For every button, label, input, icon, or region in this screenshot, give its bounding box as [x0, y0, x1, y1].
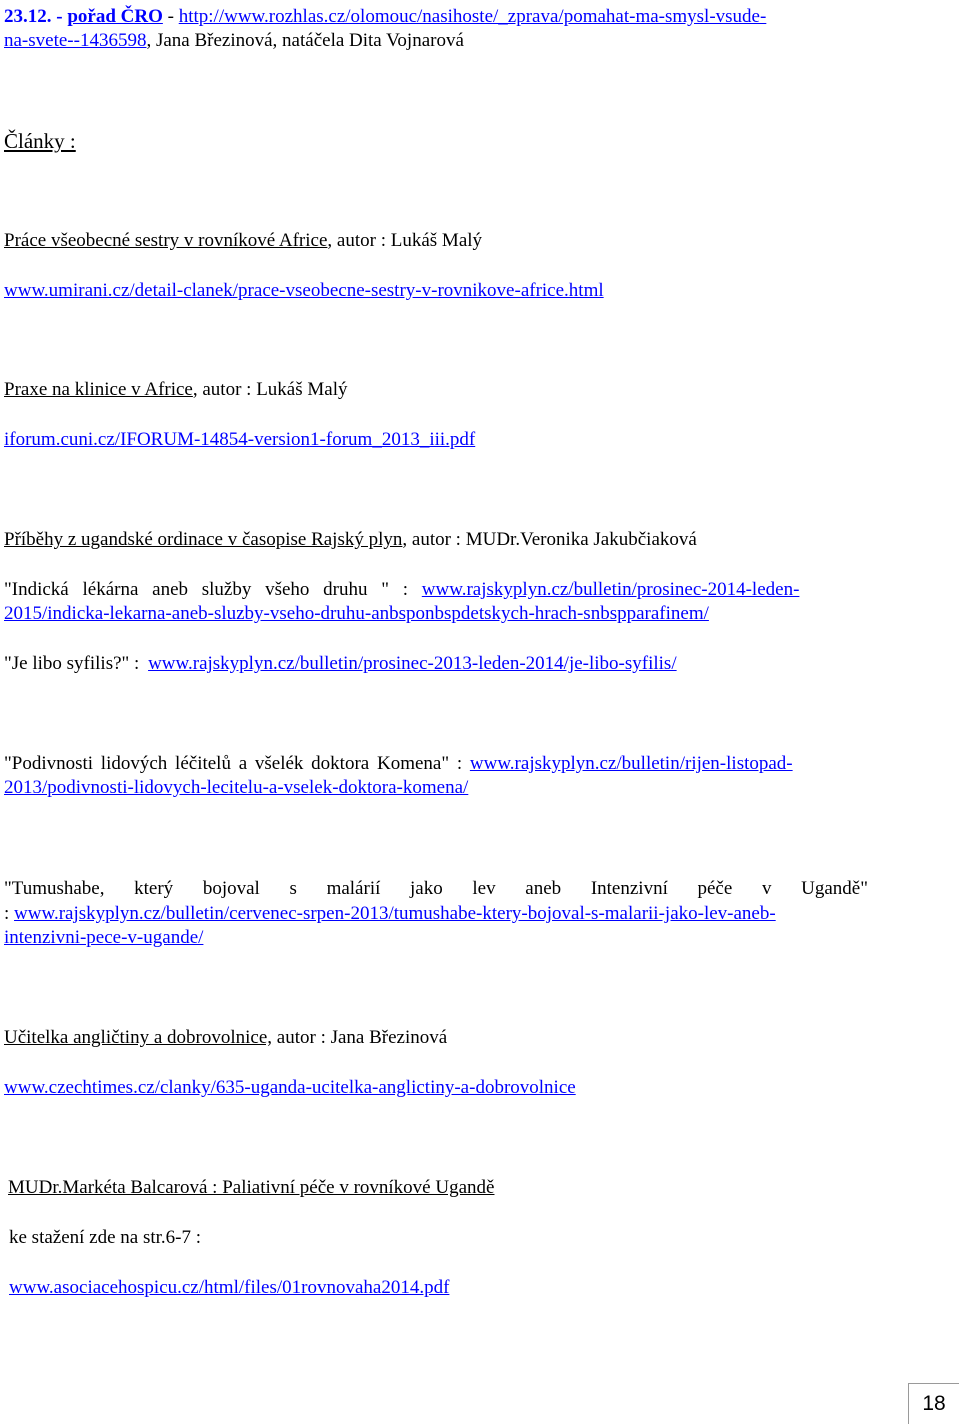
balcarova-url-line: [9, 1276, 868, 1300]
rajsky-heading: [4, 528, 868, 552]
teacher-url[interactable]: www.czechtimes.cz/clanky/635-uganda-ucitelka-anglictiny-a-dobrovolnice: [4, 1077, 576, 1098]
rajsky-item-1-label: "Indická lékárna aneb služby všeho druhu " :: [4, 579, 422, 600]
radio-url-link-cont[interactable]: na-svete--1436598: [4, 30, 147, 51]
radio-credits: , Jana Březinová, natáčela Dita Vojnarová: [146, 30, 464, 51]
rajsky-item-4-word: jako: [410, 878, 443, 899]
teacher-url-line: [4, 1076, 868, 1100]
article-1-author: , autor : Lukáš Malý: [327, 230, 483, 251]
balcarova-download: ke stažení zde na str.6-7 :: [9, 1227, 202, 1248]
rajsky-item-2-url[interactable]: www.rajskyplyn.cz/bulletin/prosinec-2013-leden-2014/je-libo-syfilis/: [148, 653, 677, 674]
rajsky-item-4-word: aneb: [525, 878, 562, 899]
date-dash: -: [51, 6, 68, 27]
rajsky-item-4-line3: [4, 926, 868, 950]
rajsky-item-4-line1: [4, 877, 868, 901]
page-number: 18: [908, 1383, 959, 1424]
radio-url-link[interactable]: http://www.rozhlas.cz/olomouc/nasihoste/_zprava/pomahat-ma-smysl-vsude-: [178, 6, 767, 27]
rajsky-item-3-line1: [4, 752, 868, 776]
article-2-author: , autor : Lukáš Malý: [192, 379, 348, 400]
balcarova-title: MUDr.Markéta Balcarová : Paliativní péče v rovníkové Ugandě: [8, 1177, 495, 1198]
radio-header-line1: [4, 5, 868, 29]
radio-header-line2: [4, 29, 868, 53]
article-1: [4, 229, 868, 253]
teacher-title: Učitelka angličtiny a dobrovolnice,: [4, 1027, 273, 1048]
rajsky-item-4-word: "Tumushabe,: [4, 878, 105, 899]
rajsky-item-4-word: Intenzivní: [590, 878, 668, 899]
rajsky-item-4-word: péče: [697, 878, 733, 899]
rajsky-item-4-word: s: [289, 878, 297, 899]
article-1-url[interactable]: www.umirani.cz/detail-clanek/prace-vseobecne-sestry-v-rovnikove-africe.html: [4, 280, 604, 301]
rajsky-item-3-url[interactable]: www.rajskyplyn.cz/bulletin/rijen-listopad-: [469, 753, 793, 774]
rajsky-item-2: [4, 652, 868, 676]
rajsky-item-4-url-cont[interactable]: intenzivni-pece-v-ugande/: [4, 927, 204, 948]
rajsky-item-4-colon: :: [4, 903, 15, 924]
rajsky-item-1-url[interactable]: www.rajskyplyn.cz/bulletin/prosinec-2014-leden-: [421, 579, 800, 600]
rajsky-item-4-word: v: [761, 878, 772, 899]
rajsky-item-3-url-cont[interactable]: 2013/podivnosti-lidovych-lecitelu-a-vselek-doktora-komena/: [4, 777, 469, 798]
article-2-url[interactable]: iforum.cuni.cz/IFORUM-14854-version1-forum_2013_iii.pdf: [4, 429, 476, 450]
rajsky-item-4-word: malárií: [326, 878, 381, 899]
rajsky-item-4-word: Ugandě": [801, 878, 868, 899]
rajsky-item-1-url-cont[interactable]: 2015/indicka-lekarna-aneb-sluzby-vseho-druhu-anbsponbspdetskych-hrach-snbspparafinem/: [4, 603, 709, 624]
article-2: [4, 378, 868, 402]
rajsky-item-1-line1: [4, 578, 868, 602]
rajsky-item-4-word: bojoval: [202, 878, 260, 899]
sep: -: [162, 6, 179, 27]
article-2-url-line: [4, 428, 868, 452]
article-1-title: Práce všeobecné sestry v rovníkové Africe: [4, 230, 328, 251]
rajsky-item-4-line2: [4, 902, 868, 926]
program-name: pořad ČRO: [67, 6, 163, 27]
teacher-heading: [4, 1026, 868, 1050]
rajsky-item-4-url[interactable]: www.rajskyplyn.cz/bulletin/cervenec-srpen-2013/tumushabe-ktery-bojoval-s-malarii-jako-lev-aneb-: [14, 903, 776, 924]
balcarova-url[interactable]: www.asociacehospicu.cz/html/files/01rovnovaha2014.pdf: [9, 1277, 450, 1298]
rajsky-item-2-label: "Je libo syfilis?" :: [4, 653, 145, 674]
teacher-author: autor : Jana Březinová: [272, 1027, 448, 1048]
balcarova-heading: [8, 1176, 868, 1200]
rajsky-item-3-label: "Podivnosti lidových léčitelů a všelék doktora Komena" :: [4, 753, 470, 774]
article-2-title: Praxe na klinice v Africe: [4, 379, 193, 400]
section-heading: Články :: [4, 129, 76, 153]
article-1-url-line: [4, 279, 868, 303]
rajsky-item-4-word: který: [134, 878, 174, 899]
rajsky-item-1-line2: [4, 602, 868, 626]
rajsky-item-3-line2: [4, 776, 868, 800]
rajsky-title: Příběhy z ugandské ordinace v časopise Rajský plyn: [4, 529, 403, 550]
rajsky-item-4-word: lev: [472, 878, 496, 899]
date: 23.12.: [4, 6, 52, 27]
rajsky-author: , autor : MUDr.Veronika Jakubčiaková: [402, 529, 697, 550]
